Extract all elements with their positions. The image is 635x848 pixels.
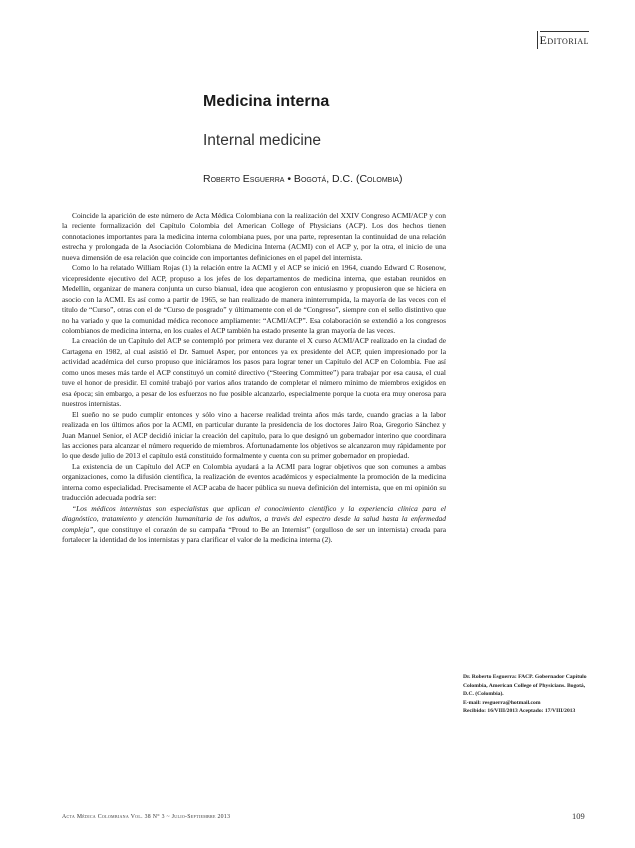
body-paragraph-quote: [62, 504, 446, 546]
body-paragraph: La creación de un Capítulo del ACP se contempló por primera vez durante el X curso ACMI/ACP realizado en la ciudad de Cartagena en 1982, al cual asistió el Dr. Samuel Asper, por entonces ya ex presidente del ACP, quien impresionado por la actividad académica del curso propuso que iniciáramos los pasos para lograr tener un Capítulo del ACP en Colombia. Fue así como unos meses más tarde el ACP constituyó un comité directivo (“Steering Committee”) para trabajar por esa causa, el cual tuve el honor de presidir. El comité trabajó por varios años tratando de completar el número mínimo de miembros exigidos en esa época; sin embargo, a pesar de los esfuerzos no fue posible alcanzarlo, especialmente porque la cuota era muy onerosa para nuestros internistas.: [62, 336, 446, 409]
body-paragraph: Coincide la aparición de este número de Acta Médica Colombiana con la realización del XXIV Congreso ACMI/ACP y con la reciente formalización del Capítulo Colombia del American College of Physicians (ACP). Los dos hechos tienen connotaciones importantes para la medicina interna colombiana pues, por una parte, representan la continuidad de una relación estrecha y prolongada de la Asociación Colombiana de Medicina Interna (ACMI) con el ACP y, por la otra, el inicio de una nueva dimensión de esa relación que coincide con importantes definiciones en el papel del internista.: [62, 211, 446, 262]
author-affiliation: [463, 673, 593, 716]
body-paragraph: El sueño no se pudo cumplir entonces y sólo vino a hacerse realidad treinta años más tarde, cuando gracias a la labor realizada en los últimos años por la ACMI, en particular durante la presidencia de los doctores Jairo Roa, Gregorio Sánchez y Juan Manuel Senior, el ACP decidió iniciar la creación del capítulo, para lo que designó un gobernador interino que coordinara las acciones para alcanzar el número requerido de miembros. Afortunadamente los objetivos se alcanzaron muy rápidamente por lo que desde julio de 2013 el capítulo está constituido formalmente y cuenta con su primer gobernador en propiedad.: [62, 409, 446, 461]
affiliation-email: E-mail: resguerra@hotmail.com: [463, 699, 541, 706]
body-paragraph: Como lo ha relatado William Rojas (1) la relación entre la ACMI y el ACP se inició en 1964, cuando Edward C Rosenow, vicepresidente ejecutivo del ACP, propuso a los jefes de los departamentos de medicina interna, que estaban reunidos en Medellín, organizar de manera conjunta un curso bianual, idea que acogieron con entusiasmo y propusieron que se hiciera en asocio con la ACMI. Es así como a partir de 1965, se han realizado de manera ininterrumpida, la mayoría de las veces con el título de “Curso”, otras con el de “Curso de posgrado” y últimamente con el de “Congreso”, siempre con el sello distintivo que no ha variado y que la comunidad médica reconoce ampliamente: “ACMI/ACP”. Esa colaboración se extendió a los congresos colombianos de medicina interna, en los cuales el ACP también ha estado presente la gran mayoría de las veces.: [62, 263, 446, 335]
page-number: 109: [572, 811, 585, 821]
article-body: [62, 211, 446, 546]
body-paragraph: La existencia de un Capítulo del ACP en Colombia ayudará a la ACMI para lograr objetivos que son comunes a ambas organizaciones, como la difusión científica, la realización de eventos académicos y especialmente la promoción de la medicina interna como especialidad. Precisamente el ACP acaba de hacer pública su nueva definición del internista, que en mi opinión su traducción adecuada podría ser:: [62, 461, 446, 503]
quote-continuation: que constituye el corazón de su campaña “Proud to Be an Internist” (orgulloso de ser un internista) creada para fortalecer la identidad de los internistas y para clarificar el valor de la medicina interna (2).: [62, 524, 446, 545]
affiliation-dates: Recibido: 16/VIII/2013 Aceptado: 17/VIII/2013: [463, 708, 576, 715]
article-title-english: Internal medicine: [203, 132, 322, 149]
internist-definition-quote: “Los médicos internistas son especialistas que aplican el conocimiento científico y la experiencia clínica para el diagnóstico, tratamiento y atención humanitaria de los adultos, a través del espectro desde la salud hasta la enfermedad compleja”,: [62, 503, 446, 534]
article-authors: Roberto Esguerra • Bogotá, D.C. (Colombia): [203, 173, 403, 185]
footer-journal-info: Acta Médica Colombiana Vol. 38 N° 3 ~ Julio-Septiembre 2013: [62, 814, 231, 820]
affiliation-author: Dr. Roberto Esguerra: FACP. Gobernador Capítulo Colombia, American College of Physicians. Bogotá, D.C. (Colombia).: [463, 674, 587, 698]
article-title: Medicina interna: [203, 93, 330, 110]
section-label: Editorial: [539, 33, 589, 47]
